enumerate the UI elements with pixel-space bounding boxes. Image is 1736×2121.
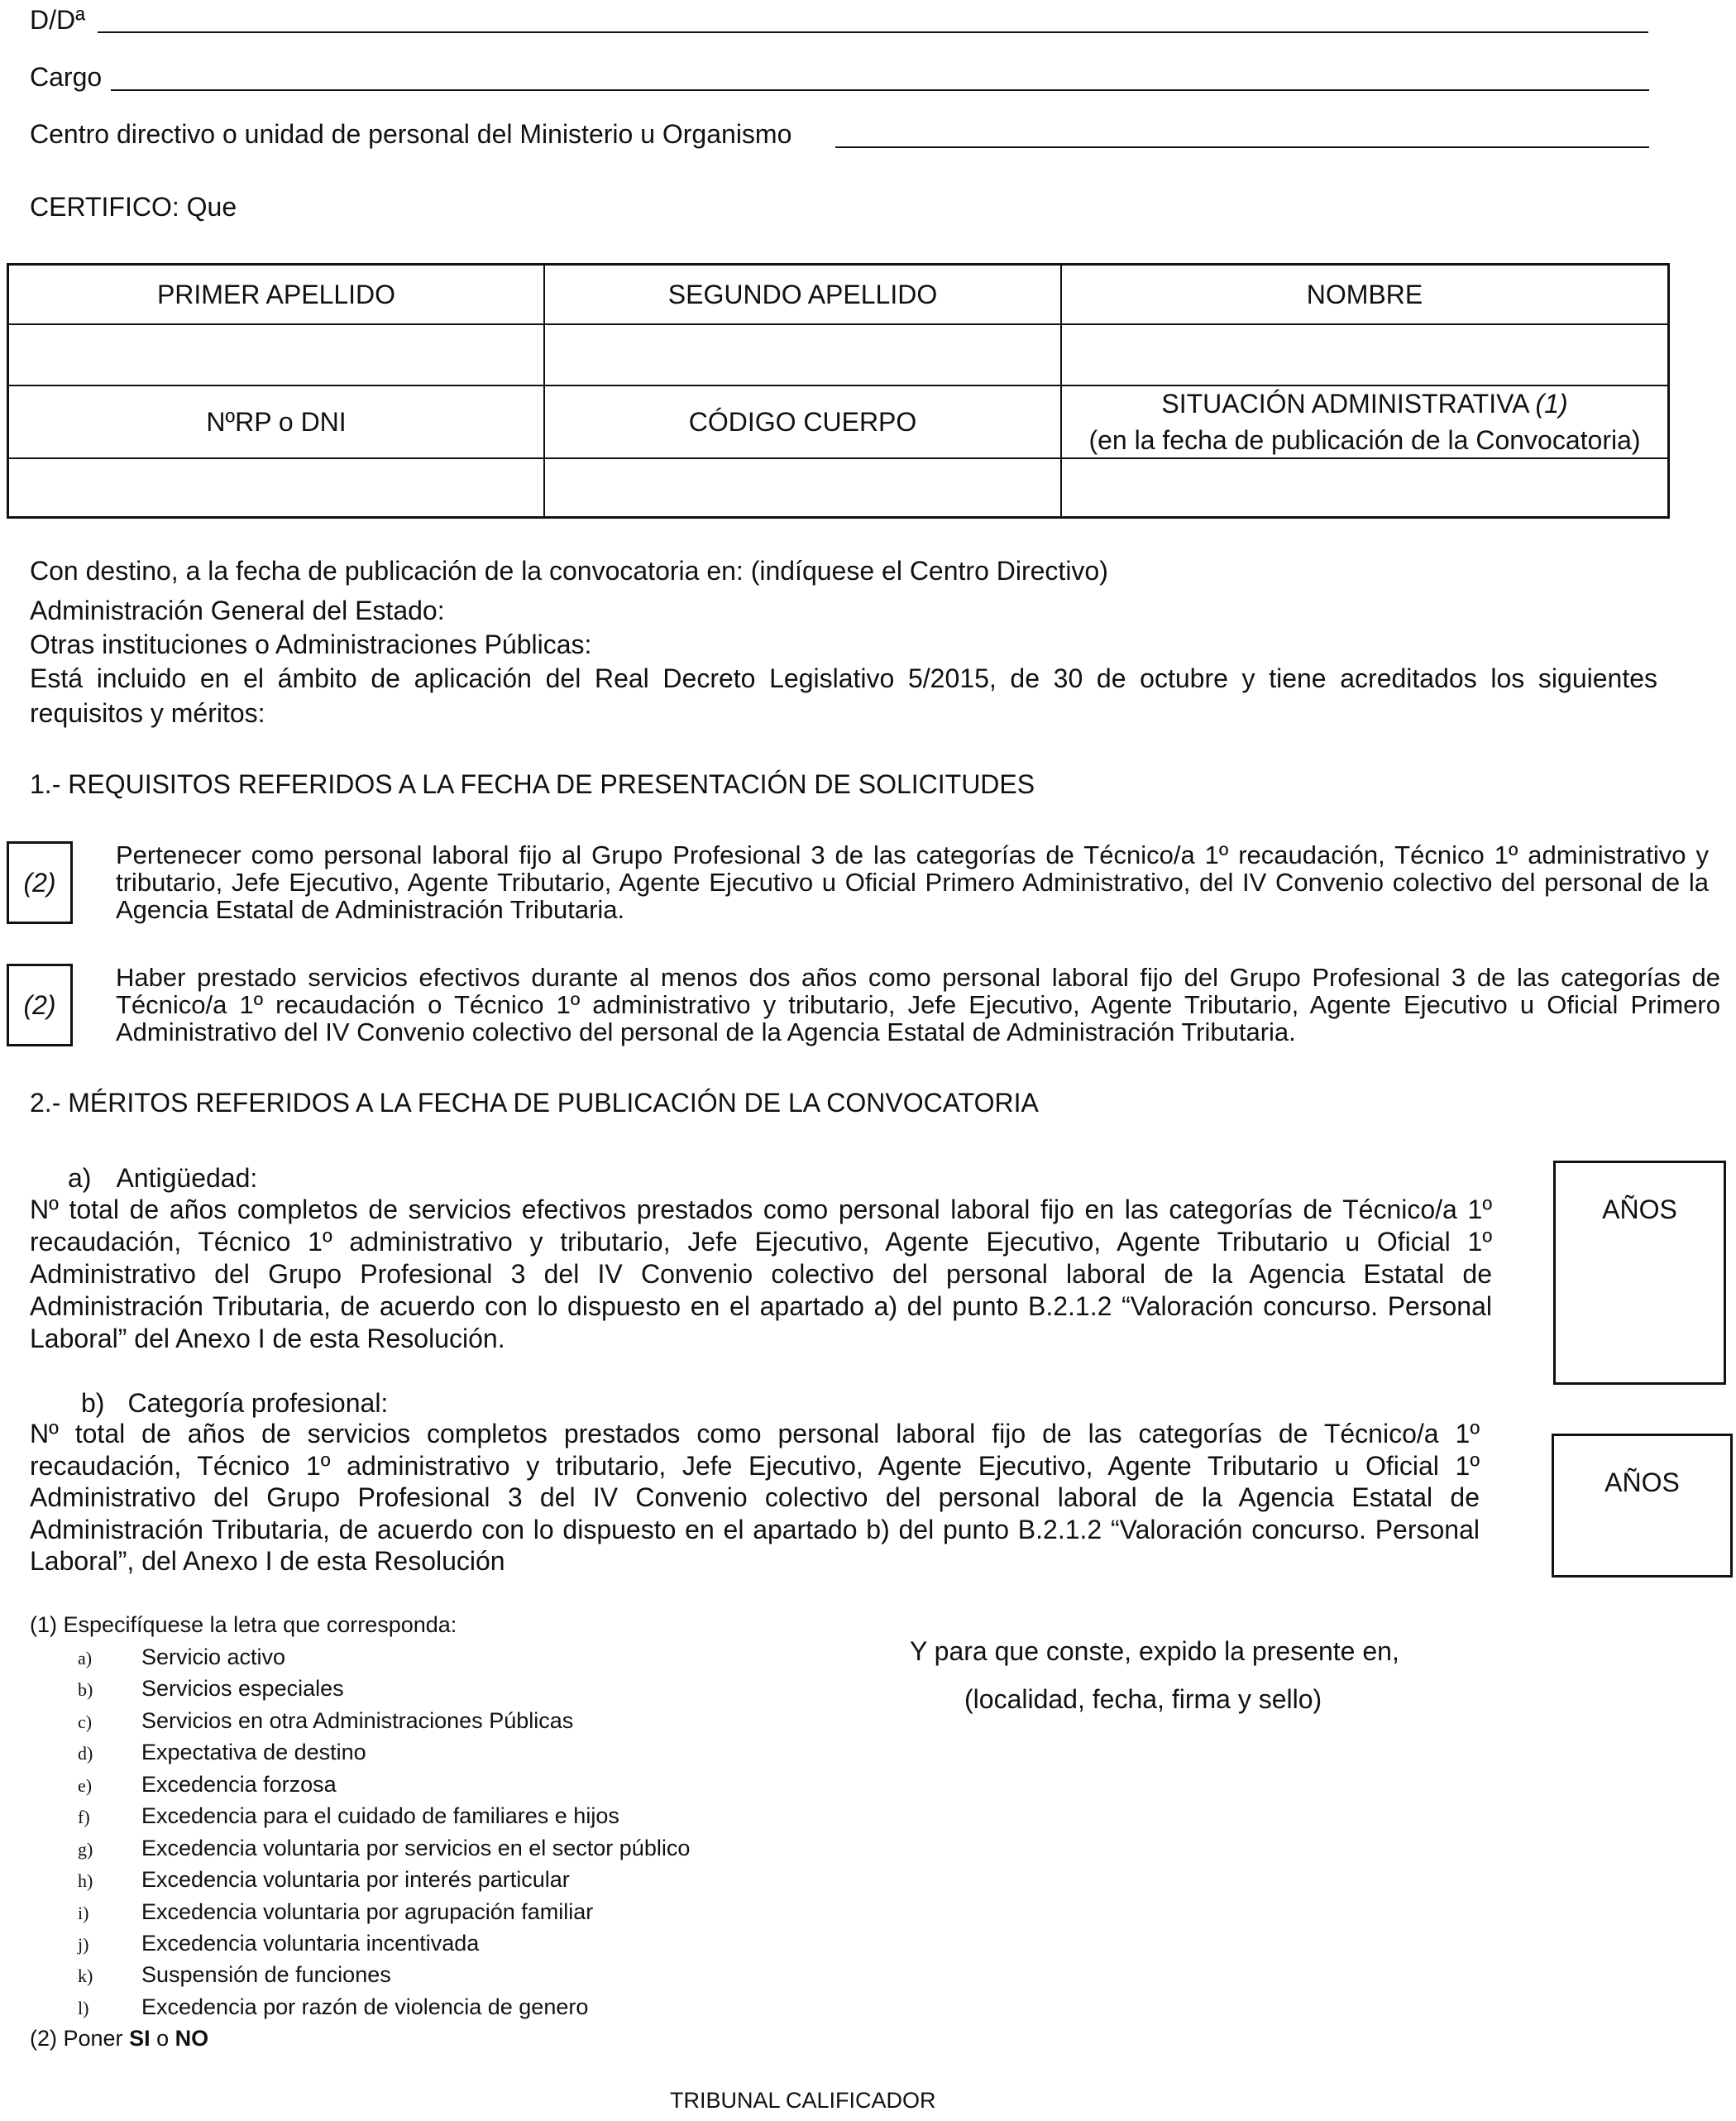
destino-requisitos: requisitos y méritos:	[30, 698, 265, 728]
cargo-line[interactable]	[111, 89, 1649, 91]
req1-text: Pertenecer como personal laboral fijo al Grupo Profesional 3 de las categorías de Técnico/a 1º recaudación, Técnico 1º administrativo y tributario, Jefe Ejecutivo, Agente Tributario, Agente Ejecutivo u Oficial Primero Administrativo, del IV Convenio colectivo del personal de la Agencia Estatal de Administración Tributaria.	[116, 840, 1709, 924]
req1-checkbox[interactable]	[7, 841, 73, 924]
footnote-text: Excedencia voluntaria por agrupación familiar	[141, 1899, 594, 1924]
footnote-text: Servicio activo	[141, 1645, 286, 1669]
situacion-sub: (en la fecha de publicación de la Convocatoria)	[1088, 425, 1641, 455]
merit-a-heading	[68, 1161, 257, 1195]
footnote-2-prefix: (2) Poner	[30, 2026, 123, 2051]
footnote-letter: a)	[78, 1648, 93, 1669]
segundo-apellido-input[interactable]	[545, 325, 1060, 385]
closing-line1: Y para que conste, expido la presente en,	[910, 1636, 1399, 1666]
situacion-note-ref: (1)	[1535, 389, 1568, 419]
nrp-dni-input[interactable]	[9, 459, 543, 517]
col-nrp-dni: NºRP o DNI	[206, 407, 347, 437]
dd-line[interactable]	[98, 31, 1648, 33]
codigo-cuerpo-input[interactable]	[545, 459, 1060, 517]
certifico-label: CERTIFICO: Que	[30, 192, 237, 222]
footnote-2-no: NO	[175, 2026, 209, 2051]
footnote-letter: j)	[78, 1934, 89, 1955]
footnote-text: Excedencia forzosa	[141, 1772, 337, 1797]
footnote-letter: e)	[78, 1775, 93, 1796]
req2-mark: (2)	[23, 989, 56, 1020]
footnote-item	[18, 1991, 588, 2025]
footnote-text: Excedencia voluntaria incentivada	[141, 1931, 480, 1956]
footnote-item	[18, 1641, 285, 1675]
footnote-text: Excedencia para el cuidado de familiares e hijos	[141, 1803, 619, 1828]
centro-line[interactable]	[835, 146, 1649, 148]
footnote-letter: g)	[78, 1839, 93, 1860]
footnote-text: Suspensión de funciones	[141, 1962, 391, 1987]
footnote-text: Servicios especiales	[141, 1676, 344, 1701]
footnote-2	[30, 2023, 208, 2055]
destino-ambito: Está incluido en el ámbito de aplicación del Real Decreto Legislativo 5/2015, de 30 de octubre y tiene acreditados los siguientes	[30, 663, 1657, 693]
footnote-letter: d)	[78, 1743, 93, 1764]
footnote-item	[18, 1927, 479, 1961]
centro-label: Centro directivo o unidad de personal del Ministerio u Organismo	[30, 119, 792, 149]
footnote-item	[18, 1896, 593, 1930]
footnote-item	[18, 1736, 366, 1770]
merit-a-letter: a)	[68, 1163, 92, 1193]
footnote-letter: f)	[78, 1807, 90, 1827]
footnote-letter: h)	[78, 1870, 93, 1891]
col-situacion-administrativa	[1062, 386, 1667, 457]
col-nombre: NOMBRE	[1306, 280, 1423, 309]
footnote-item	[18, 1864, 570, 1898]
footnote-item	[18, 1832, 690, 1866]
section1-title: 1.- REQUISITOS REFERIDOS A LA FECHA DE PRESENTACIÓN DE SOLICITUDES	[30, 769, 1035, 799]
footnote-item	[18, 1800, 619, 1834]
merit-a-title: Antigüedad:	[116, 1163, 258, 1193]
merit-b-text: Nº total de años de servicios completos prestados como personal laboral fijo de las categorías de Técnico/a 1º recaudación, Técnico 1º administrativo y tributario, Jefe Ejecutivo, Agente Ejecutivo, Agente Tributario u Oficial 1º Administrativo del Grupo Profesional 3 del IV Convenio colectivo del personal laboral de la Agencia Estatal de Administración Tributaria, de acuerdo con lo dispuesto en el apartado b) del punto B.2.1.2 “Valoración concurso. Personal Laboral”, del Anexo I de esta Resolución	[30, 1419, 1480, 1576]
footnote-letter: i)	[78, 1903, 89, 1923]
destino-otras: Otras instituciones o Administraciones Públicas:	[30, 630, 592, 659]
col-segundo-apellido: SEGUNDO APELLIDO	[667, 280, 938, 309]
primer-apellido-input[interactable]	[9, 325, 543, 385]
cargo-label: Cargo	[30, 62, 103, 92]
merit-b-title: Categoría profesional:	[127, 1388, 389, 1418]
merit-a-years-box[interactable]	[1553, 1161, 1726, 1385]
footnote-item	[18, 1705, 573, 1739]
nombre-input[interactable]	[1062, 325, 1667, 385]
situacion-label: SITUACIÓN ADMINISTRATIVA	[1161, 389, 1528, 419]
merit-b-years-label: AÑOS	[1604, 1467, 1680, 1497]
footnote-text: Servicios en otra Administraciones Públicas	[141, 1708, 574, 1733]
footnote-letter: k)	[78, 1965, 93, 1986]
footnote-item	[18, 1769, 337, 1803]
req2-checkbox[interactable]	[7, 964, 73, 1046]
footnote-letter: b)	[78, 1679, 93, 1700]
merit-b-letter: b)	[81, 1388, 105, 1418]
footnote-2-si: SI	[129, 2026, 151, 2051]
footnote-1-title: (1) Especifíquese la letra que corresponda:	[30, 1612, 457, 1637]
footnote-text: Excedencia por razón de violencia de genero	[141, 1994, 589, 2019]
dd-label: D/Dª	[30, 5, 85, 35]
col-primer-apellido: PRIMER APELLIDO	[156, 280, 396, 309]
footnote-letter: c)	[78, 1712, 93, 1732]
footnote-letter: l)	[78, 1998, 89, 2018]
footnote-item	[18, 1959, 391, 1993]
merit-a-text: Nº total de años completos de servicios efectivos prestados como personal laboral fijo en las categorías de Técnico/a 1º recaudación, Técnico 1º administrativo y tributario, Jefe Ejecutivo, Agente Ejecutivo, Agente Tributario u Oficial 1º Administrativo del Grupo Profesional 3 del IV Convenio colectivo del personal laboral de la Agencia Estatal de Administración Tributaria, de acuerdo con lo dispuesto en el apartado a) del punto B.2.1.2 “Valoración concurso. Personal Laboral” del Anexo I de esta Resolución.	[30, 1195, 1492, 1353]
merit-a-years-label: AÑOS	[1602, 1195, 1677, 1224]
identification-table	[7, 263, 1670, 519]
section2-title: 2.- MÉRITOS REFERIDOS A LA FECHA DE PUBLICACIÓN DE LA CONVOCATORIA	[30, 1088, 1039, 1118]
footnote-text: Excedencia voluntaria por servicios en el sector público	[141, 1836, 691, 1860]
destino-line1: Con destino, a la fecha de publicación de la convocatoria en: (indíquese el Centro Directivo)	[30, 556, 1108, 586]
destino-age: Administración General del Estado:	[30, 596, 445, 625]
req1-mark: (2)	[23, 867, 56, 898]
footnote-text: Excedencia voluntaria por interés particular	[141, 1867, 570, 1892]
footnote-2-o: o	[156, 2026, 170, 2051]
situacion-input[interactable]	[1062, 459, 1667, 517]
req2-text: Haber prestado servicios efectivos durante al menos dos años como personal laboral fijo del Grupo Profesional 3 de las categorías de Técnico/a 1º recaudación o Técnico 1º administrativo y tributario, Jefe Ejecutivo, Agente Tributario, Agente Ejecutivo u Oficial Primero Administrativo del IV Convenio colectivo del personal de la Agencia Estatal de Administración Tributaria.	[116, 963, 1720, 1046]
col-codigo-cuerpo: CÓDIGO CUERPO	[688, 407, 917, 437]
merit-b-years-box[interactable]	[1552, 1434, 1733, 1578]
footnote-text: Expectativa de destino	[141, 1740, 366, 1764]
footnote-item	[18, 1673, 344, 1707]
closing-line2: (localidad, fecha, firma y sello)	[964, 1684, 1322, 1714]
merit-b-heading	[81, 1386, 388, 1420]
tribunal-calificador: TRIBUNAL CALIFICADOR	[670, 2088, 936, 2113]
